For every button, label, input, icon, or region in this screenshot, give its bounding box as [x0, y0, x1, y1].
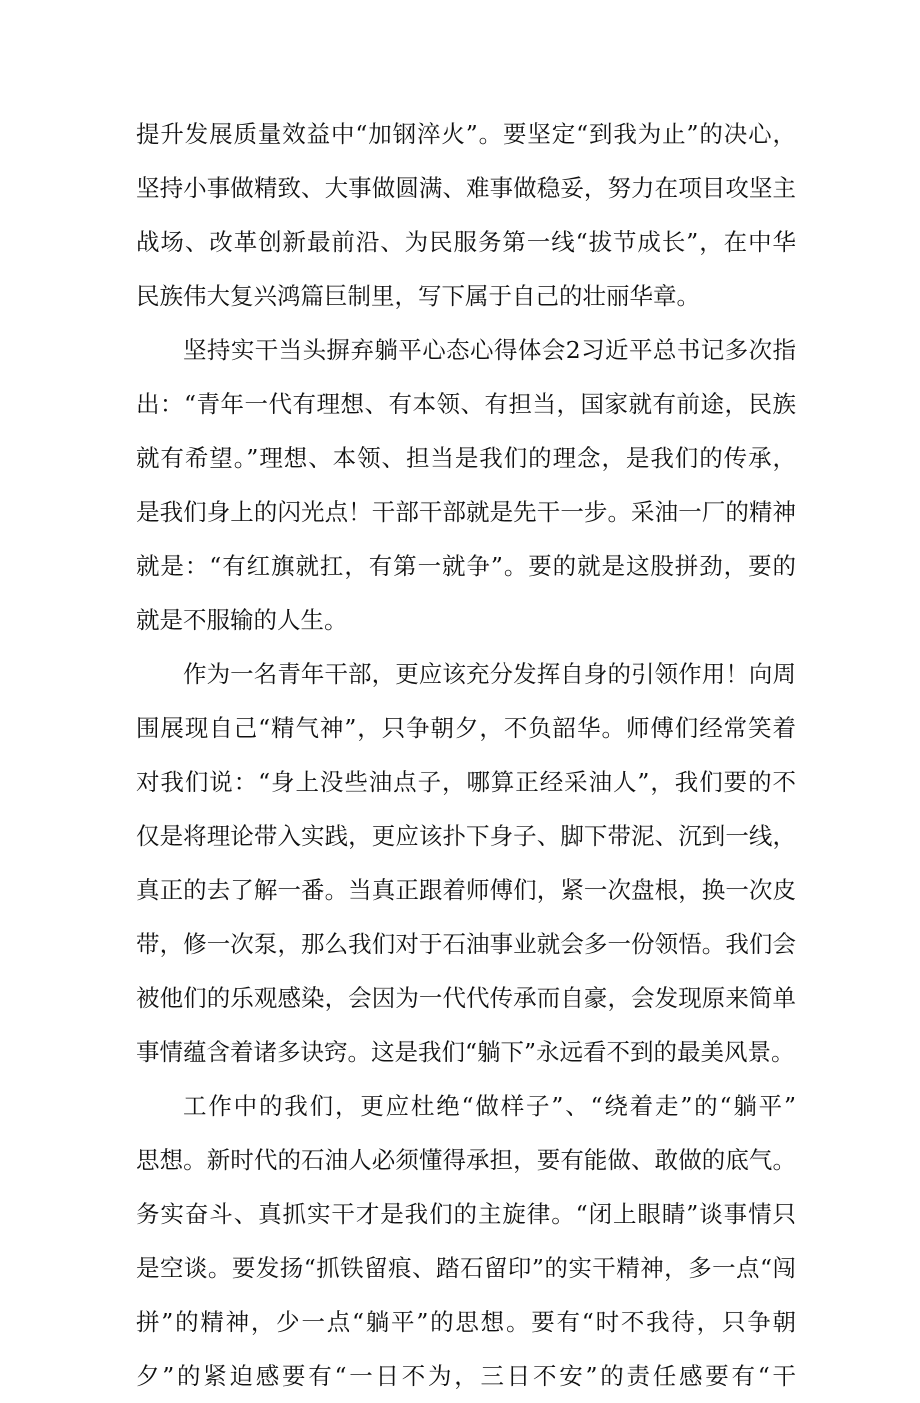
paragraph-line: 对我们说：“身上没些油点子，哪算正经采油人”，我们要的不	[136, 768, 796, 796]
paragraph-line: 提升发展质量效益中“加钢淬火”。要坚定“到我为止”的决心，	[136, 120, 796, 148]
paragraph-line: 工作中的我们，更应杜绝“做样子”、“绕着走”的“躺平”	[183, 1092, 796, 1120]
paragraph-line: 民族伟大复兴鸿篇巨制里，写下属于自己的壮丽华章。	[136, 282, 700, 310]
paragraph-line: 带，修一次泵，那么我们对于石油事业就会多一份领悟。我们会	[136, 930, 796, 958]
paragraph-line: 被他们的乐观感染，会因为一代代传承而自豪，会发现原来简单	[136, 984, 796, 1012]
paragraph-line: 围展现自己“精气神”，只争朝夕，不负韶华。师傅们经常笑着	[136, 714, 796, 742]
paragraph-line: 坚持实干当头摒弃躺平心态心得体会2习近平总书记多次指	[183, 336, 796, 364]
paragraph-line: 真正的去了解一番。当真正跟着师傅们，紧一次盘根，换一次皮	[136, 876, 796, 904]
paragraph-line: 作为一名青年干部，更应该充分发挥自身的引领作用！向周	[183, 660, 796, 688]
paragraph-line: 拼”的精神，少一点“躺平”的思想。要有“时不我待，只争朝	[136, 1308, 796, 1336]
paragraph-line: 战场、改革创新最前沿、为民服务第一线“拔节成长”，在中华	[136, 228, 796, 256]
paragraph-line: 务实奋斗、真抓实干才是我们的主旋律。“闭上眼睛”谈事情只	[136, 1200, 796, 1228]
paragraph-line: 坚持小事做精致、大事做圆满、难事做稳妥，努力在项目攻坚主	[136, 174, 796, 202]
paragraph-line: 夕”的紧迫感要有“一日不为，三日不安”的责任感要有“干	[136, 1362, 796, 1390]
paragraph-4	[136, 1079, 796, 1403]
paragraph-3	[136, 647, 796, 1079]
paragraph-line: 仅是将理论带入实践，更应该扑下身子、脚下带泥、沉到一线，	[136, 822, 796, 850]
paragraph-1	[136, 107, 796, 323]
paragraph-line: 是空谈。要发扬“抓铁留痕、踏石留印”的实干精神，多一点“闯	[136, 1254, 796, 1282]
document-body	[136, 107, 796, 1403]
paragraph-line: 是我们身上的闪光点！干部干部就是先干一步。采油一厂的精神	[136, 498, 796, 526]
paragraph-line: 事情蕴含着诸多诀窍。这是我们“躺下”永远看不到的最美风景。	[136, 1038, 795, 1066]
paragraph-2	[136, 323, 796, 647]
paragraph-line: 就有希望。”理想、本领、担当是我们的理念，是我们的传承，	[136, 444, 796, 472]
paragraph-line: 思想。新时代的石油人必须懂得承担，要有能做、敢做的底气。	[136, 1146, 796, 1174]
paragraph-line: 出：“青年一代有理想、有本领、有担当，国家就有前途，民族	[136, 390, 796, 418]
paragraph-line: 就是不服输的人生。	[136, 606, 348, 634]
paragraph-line: 就是：“有红旗就扛，有第一就争”。要的就是这股拼劲，要的	[136, 552, 796, 580]
